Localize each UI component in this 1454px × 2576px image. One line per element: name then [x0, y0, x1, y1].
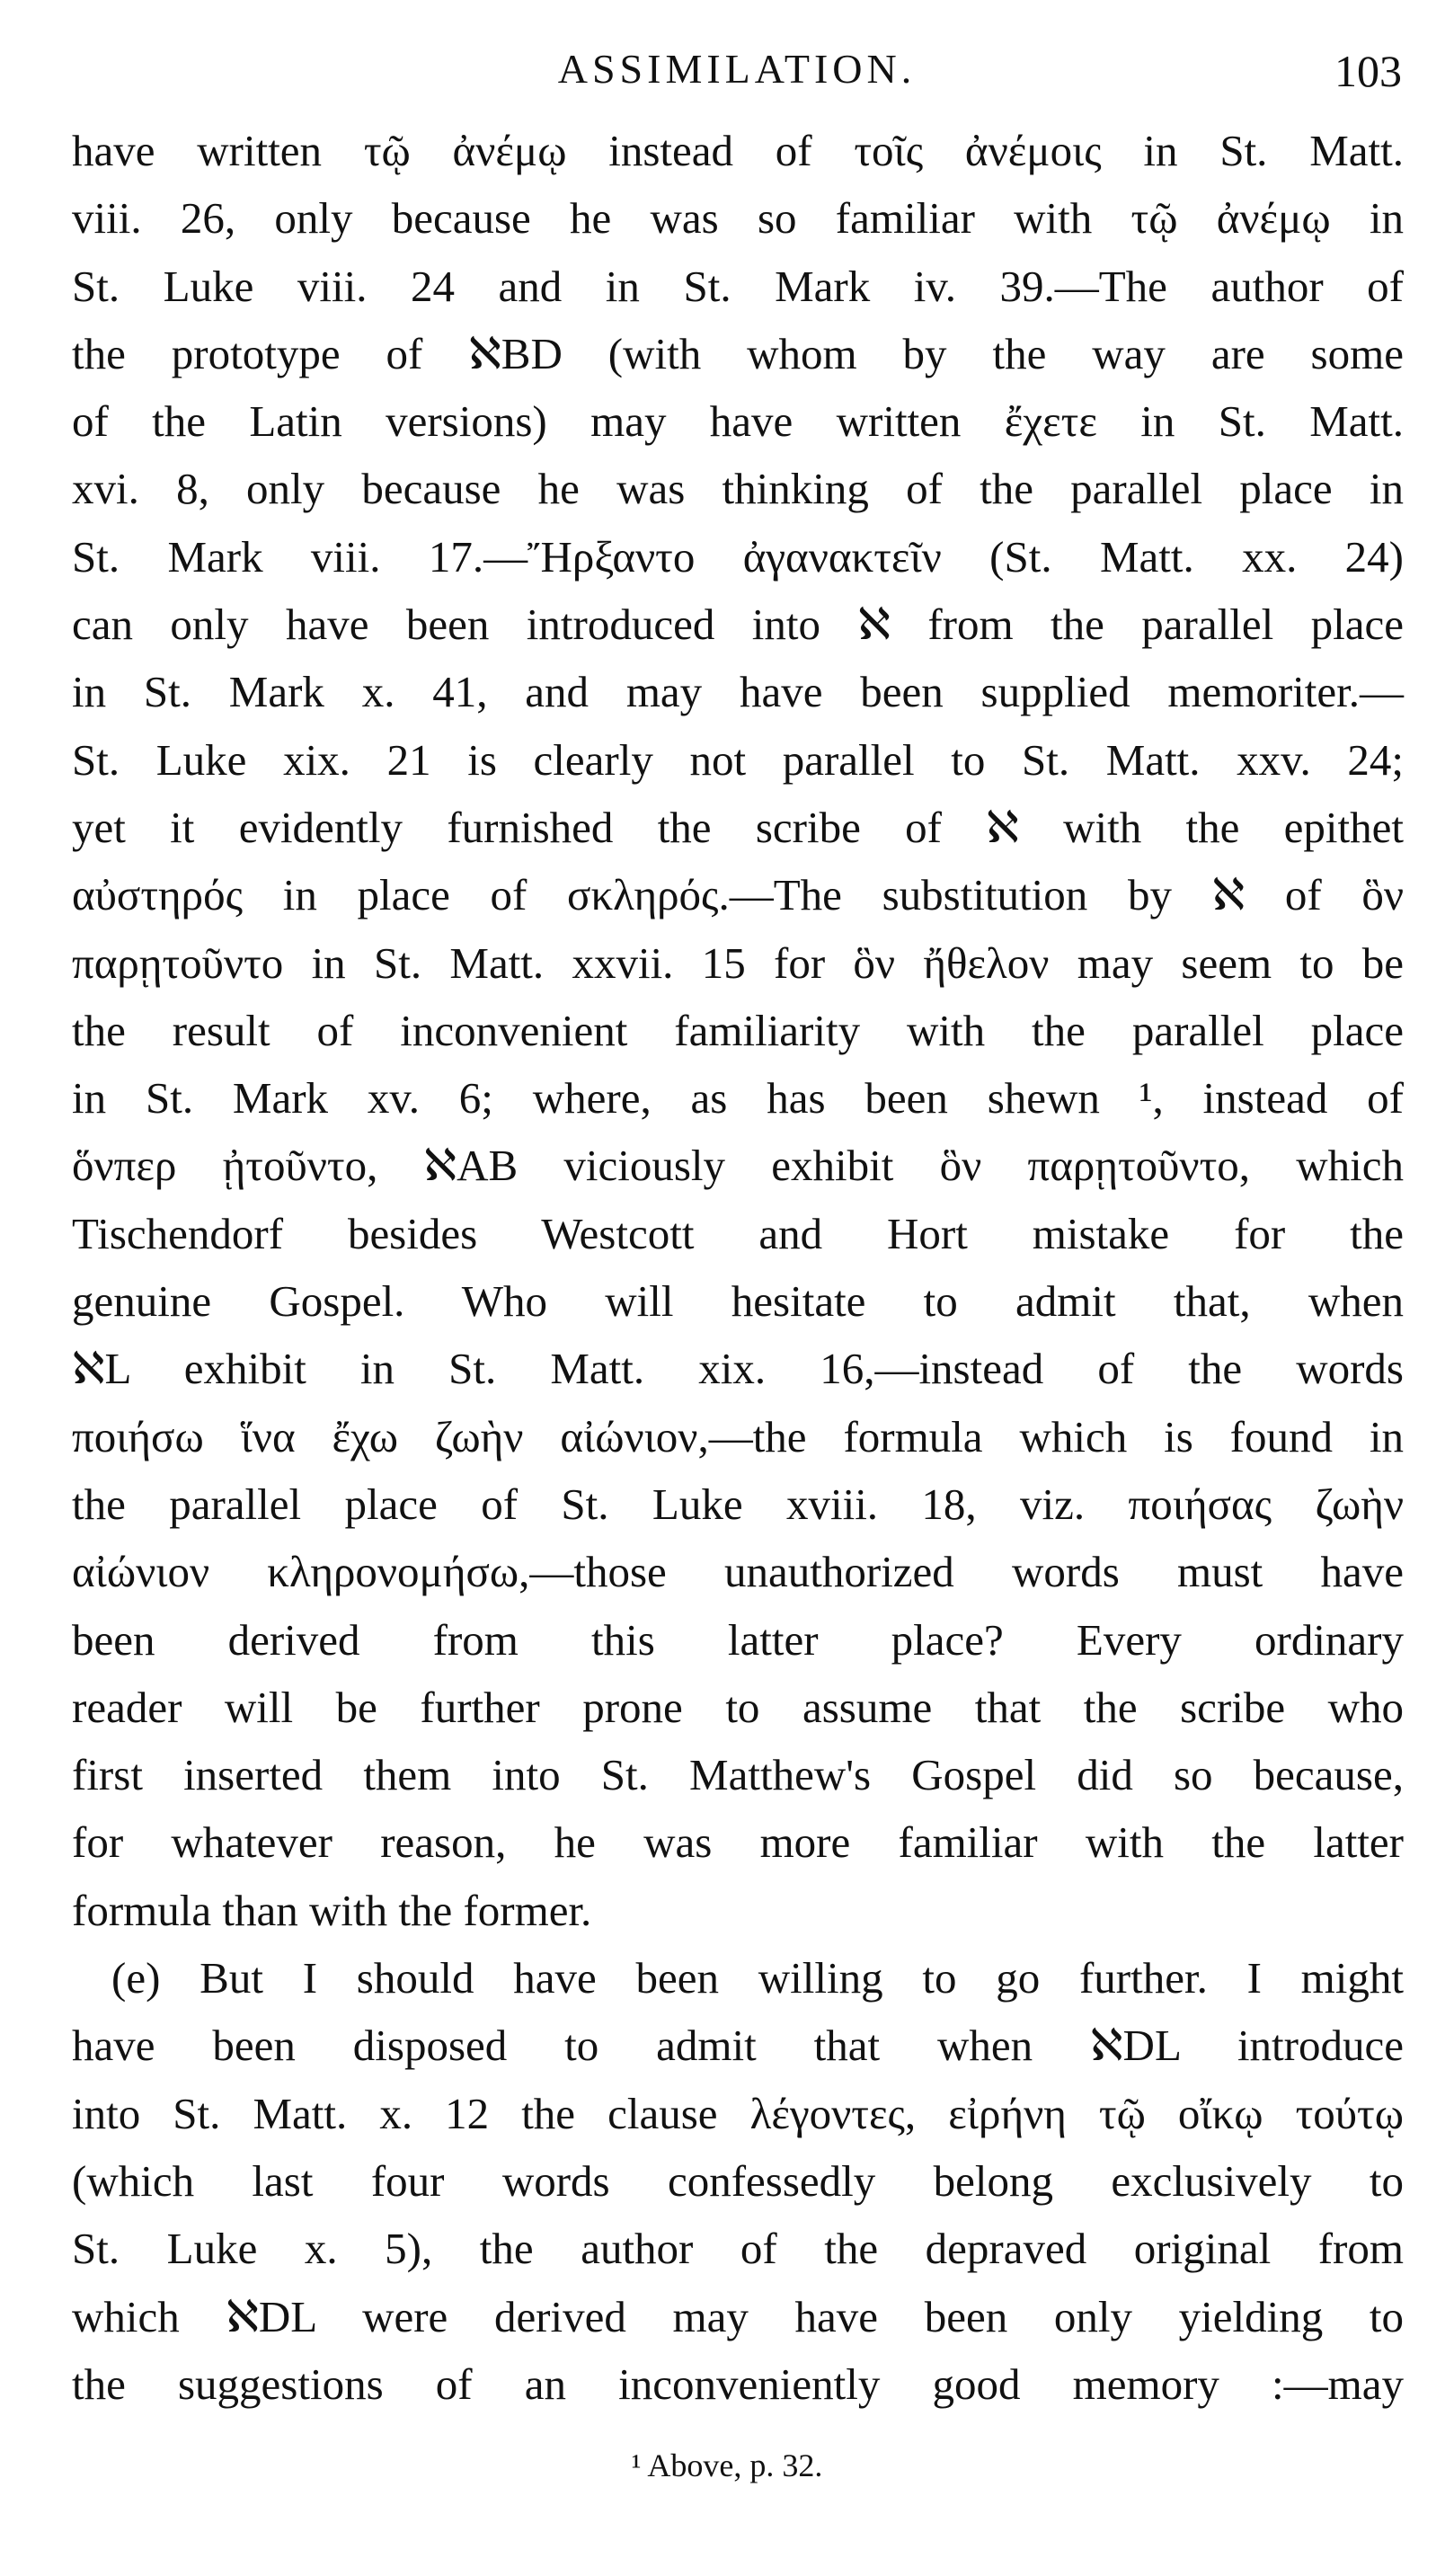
text-line: can only have been introduced into ℵ from the parallel place	[72, 600, 1404, 650]
paragraph-2	[72, 1944, 1404, 2418]
text-line: xvi. 8, only because he was thinking of the parallel place in	[72, 464, 1404, 514]
text-line: in St. Mark x. 41, and may have been supplied memoriter.—	[72, 667, 1404, 717]
text-line: (which last four words confessedly belong exclusively to	[72, 2155, 1404, 2206]
text-line: the suggestions of an inconveniently good memory :—may	[72, 2358, 1404, 2409]
text-line: St. Luke xix. 21 is clearly not parallel to St. Matt. xxv. 24;	[72, 734, 1404, 785]
text-line: into St. Matt. x. 12 the clause λέγοντες, εἰρήνη τῷ οἴκῳ τούτῳ	[72, 2088, 1404, 2138]
text-line: have been disposed to admit that when ℵDL introduce	[72, 2021, 1404, 2071]
text-line: viii. 26, only because he was so familiar with τῷ ἀνέμῳ in	[72, 193, 1404, 244]
text-line: St. Luke x. 5), the author of the depraved original from	[72, 2224, 1404, 2274]
footnote: ¹ Above, p. 32.	[631, 2447, 823, 2483]
text-line: formula than with the former.	[72, 1885, 592, 1935]
body-text	[72, 117, 1404, 2418]
text-line: ποιήσω ἵνα ἔχω ζωὴν αἰώνιον,—the formula which is found in	[72, 1411, 1404, 1461]
running-head: ASSIMILATION.	[557, 46, 917, 92]
text-line: (e) But I should have been willing to go further. I might	[111, 1953, 1404, 2003]
page-header	[72, 38, 1402, 101]
text-line: been derived from this latter place? Every ordinary	[72, 1614, 1404, 1665]
text-line: genuine Gospel. Who will hesitate to admit that, when	[72, 1276, 1404, 1327]
text-line: reader will be further prone to assume that the scribe who	[72, 1682, 1404, 1732]
text-line: the parallel place of St. Luke xviii. 18, viz. ποιήσας ζωὴν	[72, 1479, 1404, 1529]
text-line: which ℵDL were derived may have been only yielding to	[72, 2291, 1404, 2341]
text-line: St. Luke viii. 24 and in St. Mark iv. 39.—The author of	[72, 261, 1404, 311]
paragraph-1	[72, 117, 1404, 1944]
page-number: 103	[1334, 46, 1402, 96]
text-line: St. Mark viii. 17.—Ἤρξαντο ἀγανακτεῖν (St. Matt. xx. 24)	[72, 531, 1404, 582]
text-line: first inserted them into St. Matthew's Gospel did so because,	[72, 1750, 1404, 1800]
text-line: for whatever reason, he was more familiar with the latter	[72, 1817, 1404, 1868]
text-line: παρῃτοῦντο in St. Matt. xxvii. 15 for ὃν ἤθελον may seem to be	[72, 937, 1404, 988]
text-line: the prototype of ℵBD (with whom by the way are some	[72, 328, 1404, 378]
text-line: αἰώνιον κληρονομήσω,—those unauthorized words must have	[72, 1547, 1404, 1597]
text-line: have written τῷ ἀνέμῳ instead of τοῖς ἀνέμοις in St. Matt.	[72, 126, 1404, 175]
text-line: Tischendorf besides Westcott and Hort mistake for the	[72, 1208, 1404, 1258]
text-line: αὐστηρός in place of σκληρός.—The substitution by ℵ of ὃν	[72, 870, 1404, 920]
text-line: in St. Mark xv. 6; where, as has been shewn ¹, instead of	[72, 1073, 1404, 1124]
text-line: ὅνπερ ᾐτοῦντο, ℵAB viciously exhibit ὃν παρῃτοῦντο, which	[72, 1141, 1404, 1191]
text-line: the result of inconvenient familiarity with the parallel place	[72, 1005, 1404, 1055]
text-line: of the Latin versions) may have written ἔχετε in St. Matt.	[72, 396, 1404, 447]
text-line: yet it evidently furnished the scribe of ℵ with the epithet	[72, 802, 1404, 852]
text-line: ℵL exhibit in St. Matt. xix. 16,—instead of the words	[72, 1344, 1404, 1394]
